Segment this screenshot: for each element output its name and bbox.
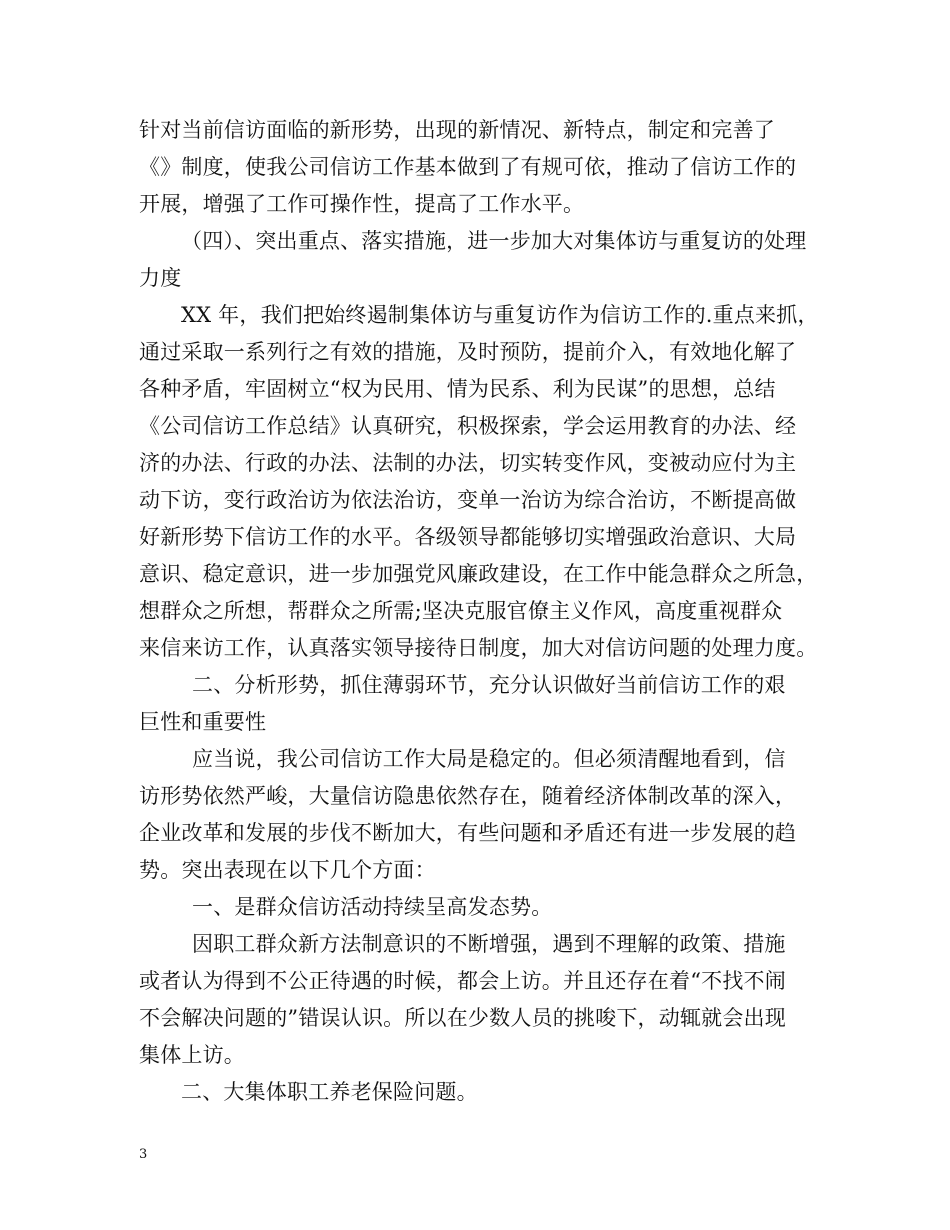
subheading-2: 二、大集体职工养老保险问题。 [181, 1080, 478, 1104]
text-line-7: 通过采取一系列行之有效的措施，及时预防，提前介入，有效地化解了 [139, 340, 797, 364]
text-line-10: 济的办法、行政的办法、法制的办法，切实转变作风，变被动应付为主 [139, 451, 797, 475]
text-line-2: 《》制度，使我公司信访工作基本做到了有规可依，推动了信访工作的 [139, 155, 797, 179]
text-line-18: 应当说，我公司信访工作大局是稳定的。但必须清醒地看到，信 [192, 747, 786, 771]
text-line-24: 或者认为得到不公正待遇的时候，都会上访。并且还存在着“不找不闹 [139, 969, 786, 993]
section-heading-4: （四）、突出重点、落实措施，进一步加大对集体访与重复访的处理 [181, 229, 807, 253]
text-line-26: 集体上访。 [139, 1043, 245, 1067]
text-line-8: 各种矛盾，牢固树立“权为民用、情为民系、利为民谋”的思想，总结 [139, 377, 776, 401]
text-line-25: 不会解决问题的”错误认识。所以在少数人员的挑唆下，动辄就会出现 [139, 1006, 786, 1030]
text-line-11: 动下访，变行政治访为依法治访，变单一治访为综合治访，不断提高做 [139, 488, 797, 512]
text-line-19: 访形势依然严峻，大量信访隐患依然存在，随着经济体制改革的深入， [139, 784, 797, 808]
text-line-21: 势。突出表现在以下几个方面： [139, 858, 436, 882]
text-line-15: 来信来访工作，认真落实领导接待日制度，加大对信访问题的处理力度。 [139, 636, 818, 660]
text-line-20: 企业改革和发展的步伐不断加大，有些问题和矛盾还有进一步发展的趋 [139, 821, 797, 845]
text-line-13: 意识、稳定意识，进一步加强党风廉政建设，在工作中能急群众之所急， [139, 562, 818, 586]
text-line-3: 开展，增强了工作可操作性，提高了工作水平。 [139, 192, 585, 216]
section-heading-2-cont: 巨性和重要性 [139, 710, 267, 734]
text-line-23: 因职工群众新方法制意识的不断增强，遇到不理解的政策、措施 [192, 932, 786, 956]
text-line-6: XX 年，我们把始终遏制集体访与重复访作为信访工作的.重点来抓， [181, 303, 819, 327]
text-line-1: 针对当前信访面临的新形势，出现的新情况、新特点，制定和完善了 [139, 118, 775, 142]
subheading-1: 一、是群众信访活动持续呈高发态势。 [192, 895, 553, 919]
text-line-12: 好新形势下信访工作的水平。各级领导都能够切实增强政治意识、大局 [139, 525, 797, 549]
section-heading-4-cont: 力度 [139, 266, 182, 290]
section-heading-2: 二、分析形势，抓住薄弱环节，充分认识做好当前信访工作的艰 [192, 673, 786, 697]
text-line-9: 《公司信访工作总结》认真研究，积极探索，学会运用教育的办法、经 [139, 414, 797, 438]
page-number: 3 [139, 1147, 148, 1162]
text-line-14: 想群众之所想，帮群众之所需;坚决克服官僚主义作风，高度重视群众 [139, 599, 783, 623]
